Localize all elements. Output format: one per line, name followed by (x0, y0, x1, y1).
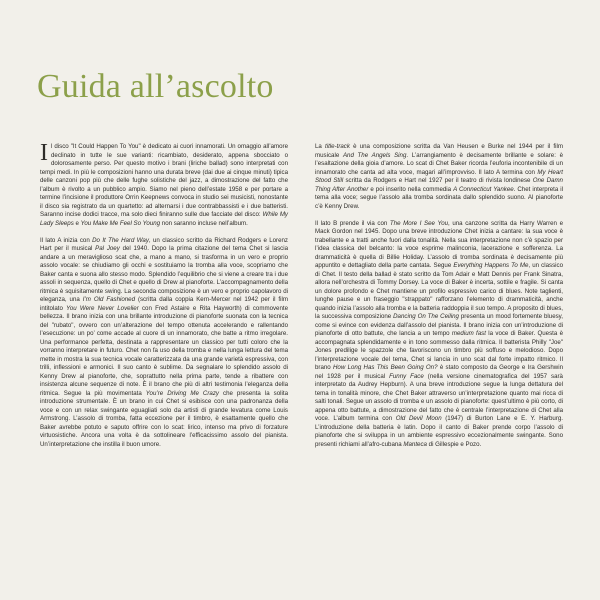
title-reference: And The Angels Sing (342, 151, 407, 159)
text-run: con Fred Astaire e Rita Hayworth) di commovente bellezza. Il brano inizia con una brillante introduzione di pianoforte suonata con la tecnica del "rubato", ovvero con un’alterazione del tempo ottenuta accelerando e rallentando l’esecuzione: un po’ come accade al cuore di un innamorato, che batte a ritmo irregolare. Una performance perfetta, destinata a rappresentare un classico per tutti coloro che la vorranno interpretare in futuro. Chet non fa uso della tromba e nella lunga lettura del tema mette in mostra la sua tecnica vocale caratterizzata da una grande varietà espressiva, con trilli, inflessioni e armonici. Il suo canto è sublime. Da segnalare lo splendido assolo di Kenny Drew al pianoforte, che, soprattutto nella prima parte, tende a ribattere con insistenza alcune sequenze di note. È il brano che più di altri testimonia l’eleganza della ritmica. Segue la più movimentata (40, 304, 289, 397)
paragraph (40, 140, 289, 228)
title-reference: While My Lady Sleeps (40, 211, 289, 227)
text-run: l disco "It Could Happen To You" è dedicato ai cuori innamorati. Un omaggio all’amore declinato in tutte le sue varianti: ricambiato, desiderato, appena sbocciato o dolorosamente perso. Per questo motivo i brani (liriche ballad) sono interpretati con tempi medi. In più le composizioni hanno una durata breve (dai due ai cinque minuti) tipica delle canzoni pop più che delle fughe solistiche del jazz, a dimostrazione del fatto che l’album è rivolto a un pubblico ampio. Siamo nel pieno dell’estate 1958 e per portare a termine l’incisione il produttore Orrin Keepnews convoca in studio sei musicisti, nonostante il disco sia registrato da un quartetto: ad alternarsi i due contrabbassisti e i due batteristi. Saranno incise dodici tracce, ma solo dieci finiranno sulle due facciate del disco: (40, 143, 288, 218)
title-reference: Old Devil Moon (395, 415, 442, 422)
text-run: la voce di Baker. Questa è accompagnata splendidamente e in tono sommesso dalla ritmica. Il batterista Philly "Joe" Jones predilige le spazzole che favoriscono un timbro più soffuso e melodioso. Dopo l’interpretazione vocale del tema, Chet si lancia in uno scat dal forte impatto ritmico. Il brano (315, 330, 564, 371)
text-run: (scritta dalla coppia Kern-Mercer nel 1942 per il film intitolato (40, 296, 288, 312)
text-run: La (315, 143, 326, 150)
page-title: Guida all’ascolto (37, 68, 274, 105)
text-run: (nella versione cinematografica del 1957 sarà interpretato da Audrey Hepburn). A una breve introduzione segue la lunga dettatura del tema in tonalità minore, che Chet Baker attraverso un’interpretazione quanto mai ricca di salti tonali. Segue un assolo di tromba e un assolo di pianoforte: quest’ultimo è più corto, di appena otto battute, a dimostrazione del fatto che è centrale l’interpretazione di Chet alla voce. L’album termina con (315, 372, 563, 422)
left-column (40, 140, 289, 458)
text-run: e poi inserito nella commedia (368, 185, 454, 193)
title-reference: You Were Never Lovelier (66, 304, 139, 312)
title-reference: Do It The Hard Way (92, 236, 149, 244)
title-reference: I’m Old Fashioned (82, 296, 136, 303)
text-run: presenta un mood fortemente bluesy, come si evince con evidenza dall’assolo del pianista. Il brano inizia con un’introduzione di pianoforte di otto battute, che lancia a un tempo (315, 313, 563, 337)
text-run: (1947) di Burton Lane e E. Y. Harburg. L’introduzione della batteria è latin. Dopo il canto di Baker prende corpo l’assolo di pianoforte che si sviluppa in un ambiente espressivo eccezionalmente swingante. Sono presenti richiami all’afro-cubana (315, 415, 564, 448)
title-reference: My Heart Stood Still (315, 168, 563, 184)
title-reference: You Make Me Feel So Young (80, 219, 161, 227)
paragraph (40, 237, 288, 450)
title-reference: Funny Face (389, 372, 424, 380)
text-run: , una canzone scritta da Harry Warren e Mack Gordon nel 1945. Dopo una breve introduzione Chet inizia a cantare: la sua voce è trabellante e a tratti anche fuori dalla tonalità. Nella sua interpretazione non c’è spazio per l’idea classica del belcanto: la voce esprime malinconia, lacerazione e sofferenza. La drammaticità è quella di Billie Holiday. L’assolo di tromba sordinata è decisamente più appuntito e dettagliato della parte cantata. Segue (315, 219, 563, 269)
text-run: che presenta la solita introduzione strumentale. È un brano in cui Chet si esibisce con una padronanza della voce e con un relax swingante eguagliati solo da artisti di grande levatura come Louis Armstrong. L’assolo di tromba, fatta eccezione per il timbro, è esattamente quello che Baker avrebbe potuto e saputo offrire con lo scat: lirico, intenso ma privo di forzature virtuosistiche. Ancora una volta è da sottolineare l’efficacissimo assolo del pianista. Un’interpretazione che instilla il buon umore. (40, 389, 288, 448)
text-run: del 1940. Dopo la prima citazione del tema Chet si lascia andare a un meraviglioso scat che, a mano a mano, si trasforma in un vero e proprio assolo vocale: se chiudiamo gli occhi e sostituiamo la tromba alla voce, scopriamo che Baker canta e suona allo stesso modo. Splendido l’equilibrio che si viene a creare tra i due assoli in sequenza, quello di Chet e quello di Drew al pianoforte. L’accompagnamento della ritmica è squisitamente swing. La seconda composizione è un vero e proprio capolavoro di eleganza, una (40, 245, 288, 303)
title-reference: The More I See You (389, 219, 449, 227)
paragraph (315, 220, 563, 450)
text-run: Il lato A inizia con (40, 236, 93, 244)
title-reference: medium fast (451, 330, 486, 337)
text-run: è una composizione scritta da Van Heusen e Burke nel 1944 per il film musicale (315, 143, 563, 159)
text-run: e (73, 219, 81, 227)
text-run: di Gillespie e Pozo. (426, 440, 482, 448)
title-reference: Everything Happens To Me (453, 262, 529, 269)
title-reference: Pal Joey (95, 245, 120, 252)
title-reference: How Long Has This Been Going On? (333, 364, 438, 371)
title-reference: You’re Driving Me Crazy (145, 389, 219, 397)
text-run: . Chet interpreta il tema alla voce; segue l’assolo alla tromba sordinata dallo splendido suono. Al pianoforte c’è Kenny Drew. (315, 185, 564, 210)
text-run: è stato composto da George e Ira Gershwin nel 1928 per il musical (315, 364, 564, 380)
text-run: non saranno incluse nell’album. (160, 219, 248, 227)
paragraph (315, 143, 563, 211)
text-run: , un classico scritto da Richard Rodgers e Lorenz Hart per il musical (40, 236, 289, 252)
text-run: Il lato B prende il via con (315, 219, 390, 227)
title-reference: A Connecticut Yankee (453, 185, 514, 193)
title-reference: One Damn Thing After Another (315, 177, 563, 193)
title-reference: title-track (325, 143, 350, 150)
title-reference: Manteca (403, 440, 427, 448)
text-run: scritta da Rodgers e Hart nel 1927 per il teatro di rivista londinese (343, 177, 533, 184)
text-run: . L’arrangiamento è decisamente brillante e solare: è l’esaltazione della gioia d’amore. Lo scat di Chet Baker ricorda l’euforia incontenibile di un innamorato che canta ad alta voce, magari all’improvviso. Il lato A termina con (315, 151, 564, 176)
drop-cap: I (40, 140, 48, 166)
right-column (315, 143, 563, 458)
title-reference: Dancing On The Ceiling (393, 313, 459, 320)
text-run: , un classico di Chet. Il testo della ballad è stato scritto da Tom Adair e Matt Dennis per Frank Sinatra, allora nell’orchestra di Tommy Dorsey. La voce di Baker è incerta, sottile e fragile. Si canta un dolore profondo e Chet mantiene un profilo espressivo carico di blues. Note taglienti, lunghe pause e un fraseggio "strappato" rafforzano l’elemento di drammaticità, anche quando inizia l’assolo alla tromba e la batteria raddoppia il suo tempo. A proposito di blues, la successiva composizione (315, 262, 563, 320)
